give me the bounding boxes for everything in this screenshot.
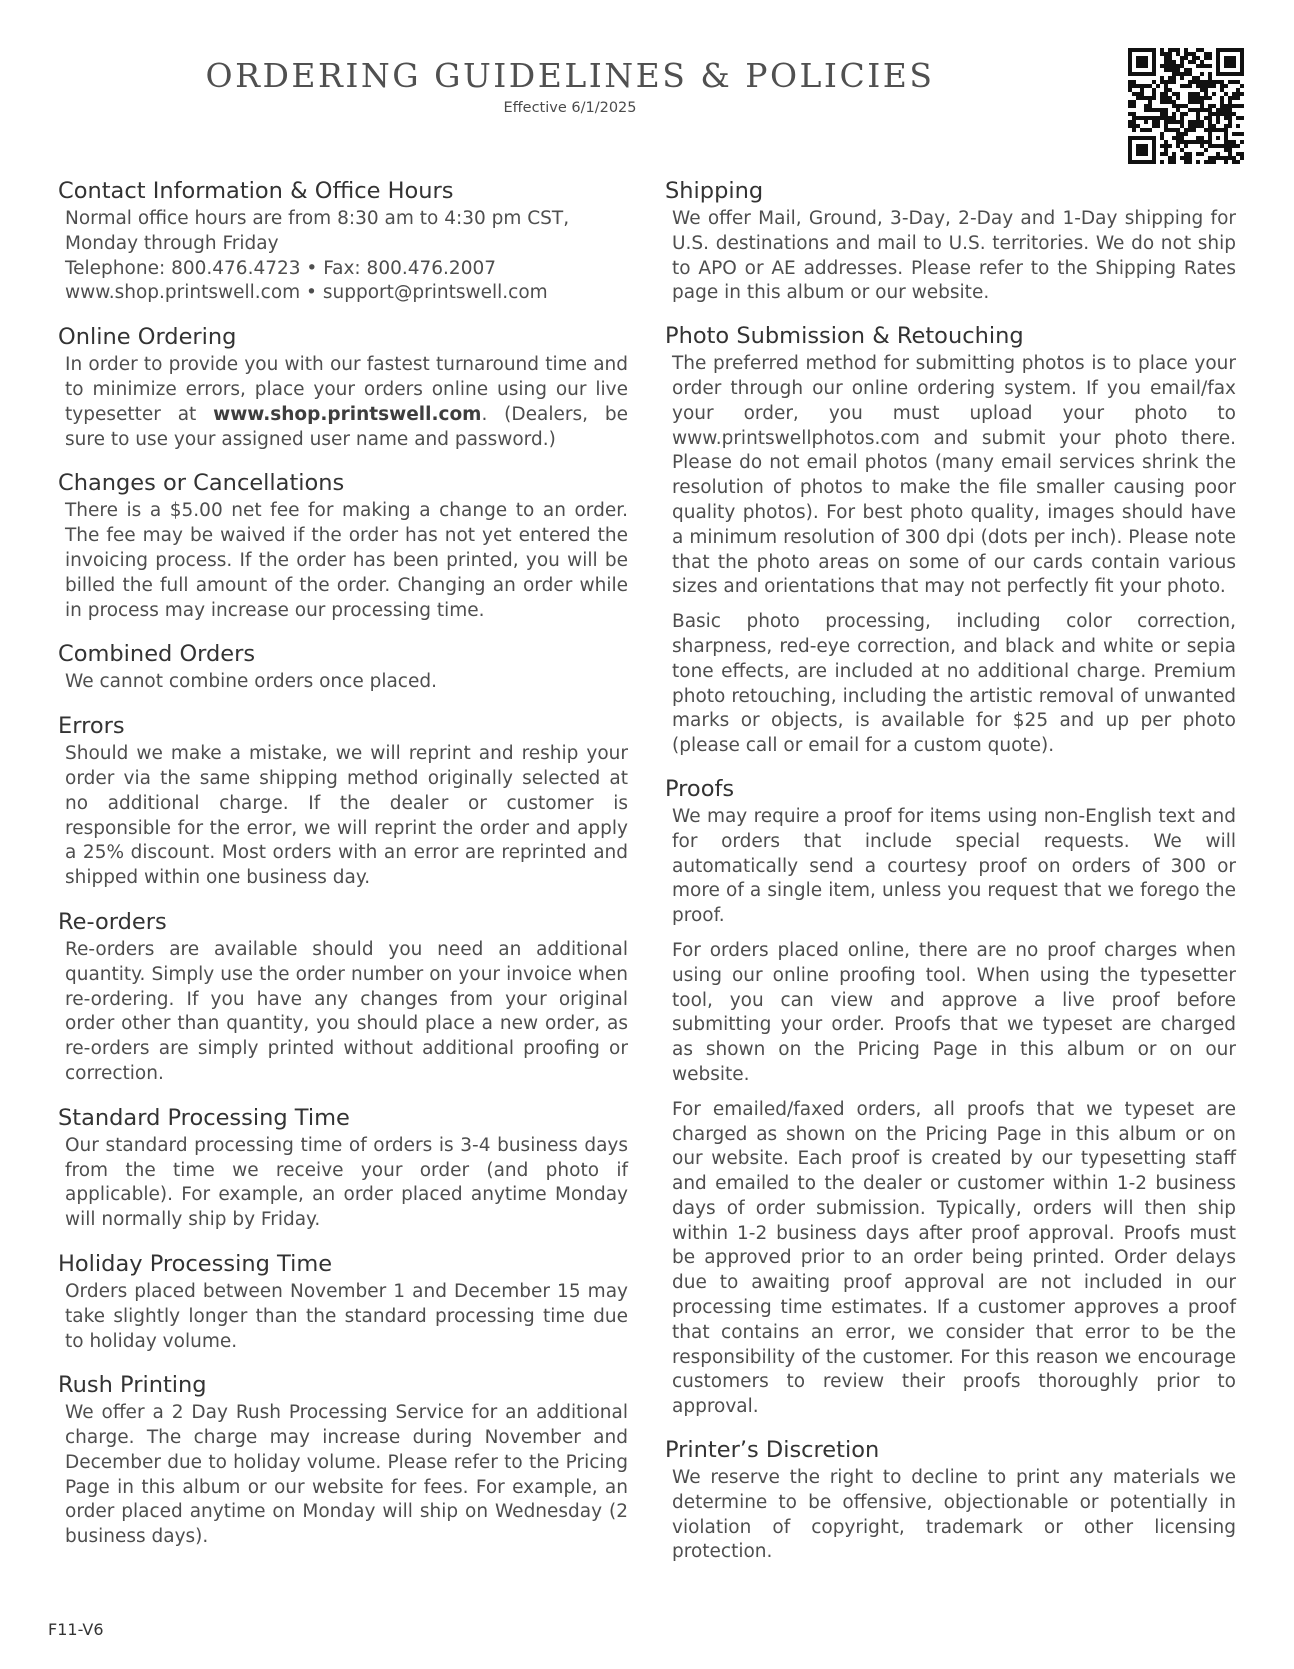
section-title: Online Ordering (58, 324, 237, 351)
section-body (65, 353, 628, 452)
online-text-before: In order to provide you with our fastest turnaround time and to minimize errors, place your orders online using our live typesetter at (65, 354, 628, 425)
right-column (665, 176, 1236, 1580)
section-title: Rush Printing (58, 1372, 207, 1399)
section-title: Standard Processing Time (58, 1104, 350, 1131)
contact-lines (65, 207, 628, 306)
section-standard-processing (58, 1103, 628, 1233)
section-title: Photo Submission & Retouching (665, 323, 1024, 350)
section-rush (58, 1370, 628, 1550)
section-photo (665, 321, 1236, 759)
section-reorders (58, 907, 628, 1087)
section-title: Changes or Cancellations (58, 470, 345, 497)
section-title: Combined Orders (58, 641, 256, 668)
section-body: We offer a 2 Day Rush Processing Service for an additional charge. The charge may increase during November and December due to holiday volume. Please refer to the Pricing Page in this album or our website for fees. For example, an order placed anytime on Monday will ship on Wednesday (2 business days). (65, 1402, 628, 1548)
form-code: F11-V6 (48, 1620, 104, 1639)
section-title: Proofs (665, 775, 735, 802)
section-body: For orders placed online, there are no proof charges when using our online proofing tool. When using the typesetter tool, you can view and approve a live proof before submitting your order. Proofs that we typeset are charged as shown on the Pricing Page in this album or on our website. (672, 939, 1236, 1085)
qr-code-icon[interactable] (1128, 48, 1244, 164)
section-title: Holiday Processing Time (58, 1250, 333, 1277)
page-title: ORDERING GUIDELINES & POLICIES (205, 56, 935, 95)
section-body: We may require a proof for items using non-English text and for orders that include special requests. We will automatically send a courtesy proof on orders of 300 or more of a single item, unless you request that we forego the proof. (672, 805, 1236, 927)
phone-fax-line: Telephone: 800.476.4723 • Fax: 800.476.2007 (65, 257, 497, 279)
office-hours-line: Normal office hours are from 8:30 am to 4:30 pm CST, (65, 208, 570, 229)
section-errors (58, 711, 628, 891)
section-changes (58, 468, 628, 623)
section-title: Shipping (665, 178, 764, 204)
section-discretion (665, 1435, 1236, 1565)
section-body: There is a $5.00 net fee for making a change to an order. The fee may be waived if the order has not yet entered the invoicing process. If the order has been printed, you will be billed the full amount of the order. Changing an order while in process may increase our processing time. (65, 500, 628, 621)
section-body: For emailed/faxed orders, all proofs that we typeset are charged as shown on the Pricing Page in this album or on our website. Each proof is created by our typesetting staff and emailed to the dealer or customer within 1-2 business days of order submission. Typically, orders will then ship within 1-2 business days after proof approval. Proofs must be approved prior to an order being printed. Order delays due to awaiting proof approval are not included in our processing time estimates. If a customer approves a proof that contains an error, we consider that error to be the responsibility of the customer. For this reason we encourage customers to review their proofs thoroughly prior to approval. (672, 1098, 1236, 1418)
section-online-ordering (58, 322, 628, 452)
effective-date: Effective 6/1/2025 (503, 100, 637, 116)
section-body: The preferred method for submitting photos is to place your order through our online ordering system. If you email/fax your order, you must upload your photo to www.printswellphotos.com and submit your photo there. Please do not email photos (many email services shrink the resolution of photos to make the file smaller causing poor quality photos). For best photo quality, images should have a minimum resolution of 300 dpi (dots per inch). Please note that the photo areas on some of our cards contain various sizes and orientations that may not perfectly fit your photo. (672, 353, 1236, 598)
web-email-line: www.shop.printswell.com • support@printswell.com (65, 282, 548, 304)
section-body: We offer Mail, Ground, 3-Day, 2-Day and 1-Day shipping for U.S. destinations and mail to U.S. territories. We do not ship to APO or AE addresses. Please refer to the Shipping Rates page in this album or our website. (672, 208, 1236, 304)
section-title: Printer’s Discretion (665, 1437, 880, 1464)
section-title: Re-orders (58, 908, 167, 935)
section-proofs (665, 774, 1236, 1420)
section-body: Our standard processing time of orders is 3-4 business days from the time we receive your order (and photo if applicable). For example, an order placed anytime Monday will normally ship by Friday. (65, 1134, 628, 1231)
section-body: Re-orders are available should you need an additional quantity. Simply use the order number on your invoice when re-ordering. If you have any changes from your original order other than quantity, you should place a new order, as re-orders are simply printed without additional proofing or correction. (65, 938, 628, 1084)
section-holiday-processing (58, 1249, 628, 1354)
section-combined (58, 639, 628, 695)
section-contact (58, 176, 628, 306)
online-text-after: . (Dealers, be sure to use your assigned user name and password.) (65, 403, 628, 450)
section-body: We reserve the right to decline to print any materials we determine to be offensive, objectionable or potentially in violation of copyright, trademark or other licensing protection. (672, 1467, 1236, 1563)
section-body: We cannot combine orders once placed. (65, 671, 437, 693)
section-body: Basic photo processing, including color correction, sharpness, red-eye correction, and black and white or sepia tone effects, are included at no additional charge. Premium photo retouching, including the artistic removal of unwanted marks or objects, is available for $25 and up per photo (please call or email for a custom quote). (672, 611, 1236, 757)
section-shipping (665, 176, 1236, 306)
section-body: Should we make a mistake, we will reprint and reship your order via the same shipping method originally selected at no additional charge. If the dealer or customer is responsible for the error, we will reprint the order and apply a 25% discount. Most orders with an error are reprinted and shipped within one business day. (65, 743, 628, 889)
section-title: Errors (58, 713, 125, 740)
shop-link[interactable]: www.shop.printswell.com (213, 403, 482, 425)
section-title: Contact Information & Office Hours (58, 178, 454, 204)
section-body: Orders placed between November 1 and December 15 may take slightly longer than the standard processing time due to holiday volume. (65, 1280, 628, 1352)
left-column (58, 176, 628, 1566)
office-days-line: Monday through Friday (65, 232, 279, 254)
